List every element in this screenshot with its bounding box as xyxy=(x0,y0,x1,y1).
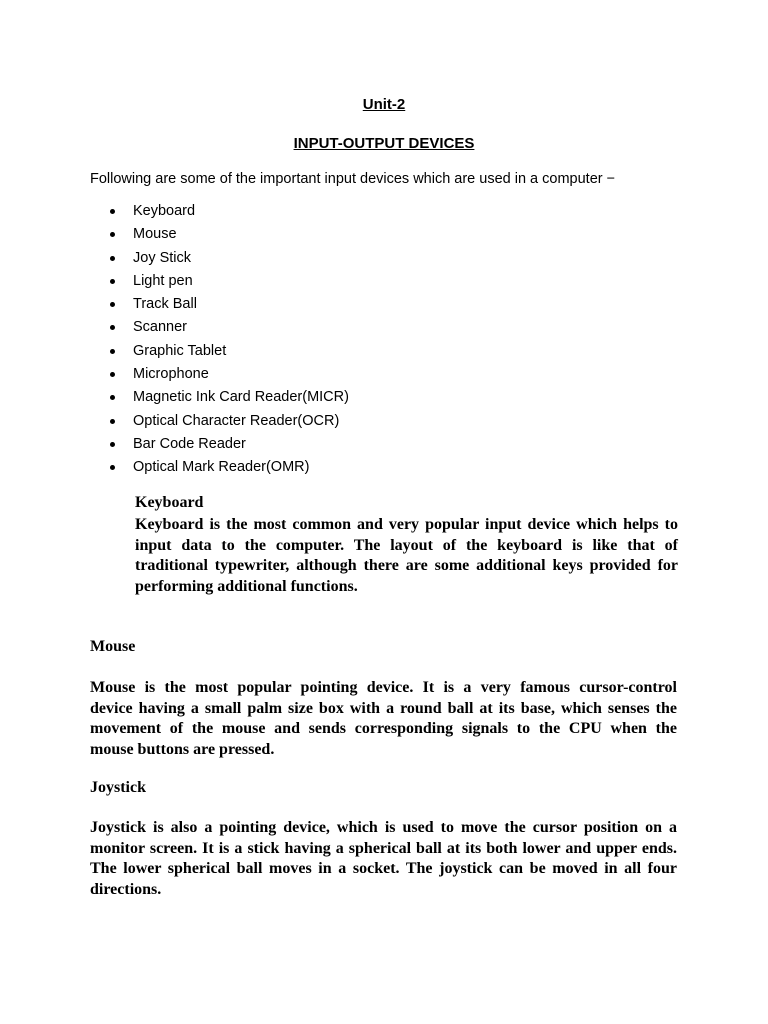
paragraph-line: traditional typewriter, although there are some additional keys provided for xyxy=(135,557,678,574)
bullet-icon xyxy=(110,302,115,307)
list-item xyxy=(108,317,349,340)
paragraph-line: directions. xyxy=(90,880,162,898)
list-item-label: Optical Character Reader(OCR) xyxy=(133,412,340,429)
mouse-paragraph xyxy=(90,678,677,760)
list-item xyxy=(108,248,349,271)
list-item xyxy=(108,294,349,317)
list-item-label: Microphone xyxy=(133,366,209,383)
paragraph-line: monitor screen. It is a stick having a spherical ball at its both lower and upper ends. xyxy=(90,839,677,857)
bullet-icon xyxy=(110,325,115,330)
paragraph-line: mouse buttons are pressed. xyxy=(90,740,275,758)
bullet-icon xyxy=(110,209,115,214)
paragraph-line: Joystick is also a pointing device, which is used to move the cursor position on a xyxy=(90,819,677,836)
intro-paragraph: Following are some of the important input devices which are used in a computer − xyxy=(90,171,616,187)
bullet-icon xyxy=(110,372,115,377)
list-item-label: Mouse xyxy=(133,226,177,243)
paragraph-line: Keyboard is the most common and very popular input device which helps to xyxy=(135,516,678,533)
bullet-icon xyxy=(110,256,115,261)
joystick-paragraph xyxy=(90,818,677,900)
bullet-icon xyxy=(110,395,115,400)
paragraph-line: device having a small palm size box with a round ball at its base, which senses the xyxy=(90,699,677,717)
keyboard-paragraph xyxy=(135,515,678,597)
mouse-heading: Mouse xyxy=(90,638,136,655)
list-item-label: Scanner xyxy=(133,319,188,336)
list-item xyxy=(108,364,349,387)
list-item xyxy=(108,341,349,364)
unit-title: Unit-2 xyxy=(362,96,406,113)
bullet-icon xyxy=(110,465,115,470)
joystick-heading: Joystick xyxy=(90,779,146,796)
list-item xyxy=(108,457,349,480)
list-item-label: Optical Mark Reader(OMR) xyxy=(133,459,310,476)
list-item xyxy=(108,387,349,410)
list-item-label: Light pen xyxy=(133,272,193,289)
list-item xyxy=(108,201,349,224)
paragraph-line: movement of the mouse and sends corresponding signals to the CPU when the xyxy=(90,720,677,737)
list-item-label: Graphic Tablet xyxy=(133,342,227,359)
list-item-label: Track Ball xyxy=(133,296,197,313)
bullet-icon xyxy=(110,279,115,284)
bullet-icon xyxy=(110,232,115,237)
paragraph-line: Mouse is the most popular pointing device. It is a very famous cursor-control xyxy=(90,679,677,696)
list-item-label: Bar Code Reader xyxy=(133,435,246,452)
bullet-icon xyxy=(110,419,115,424)
bullet-icon xyxy=(110,349,115,354)
bullet-icon xyxy=(110,442,115,447)
list-item xyxy=(108,271,349,294)
list-item xyxy=(108,411,349,434)
paragraph-line: The lower spherical ball moves in a socket. The joystick can be moved in all four xyxy=(90,860,677,877)
list-item-label: Magnetic Ink Card Reader(MICR) xyxy=(133,389,349,406)
list-item xyxy=(108,224,349,247)
section-title: INPUT-OUTPUT DEVICES xyxy=(293,135,475,152)
keyboard-heading: Keyboard xyxy=(135,494,204,511)
paragraph-line: performing additional functions. xyxy=(135,577,358,595)
list-item-label: Keyboard xyxy=(133,203,196,219)
input-device-list xyxy=(108,201,349,481)
list-item xyxy=(108,434,349,457)
list-item-label: Joy Stick xyxy=(133,249,192,266)
paragraph-line: input data to the computer. The layout of the keyboard is like that of xyxy=(135,536,678,554)
